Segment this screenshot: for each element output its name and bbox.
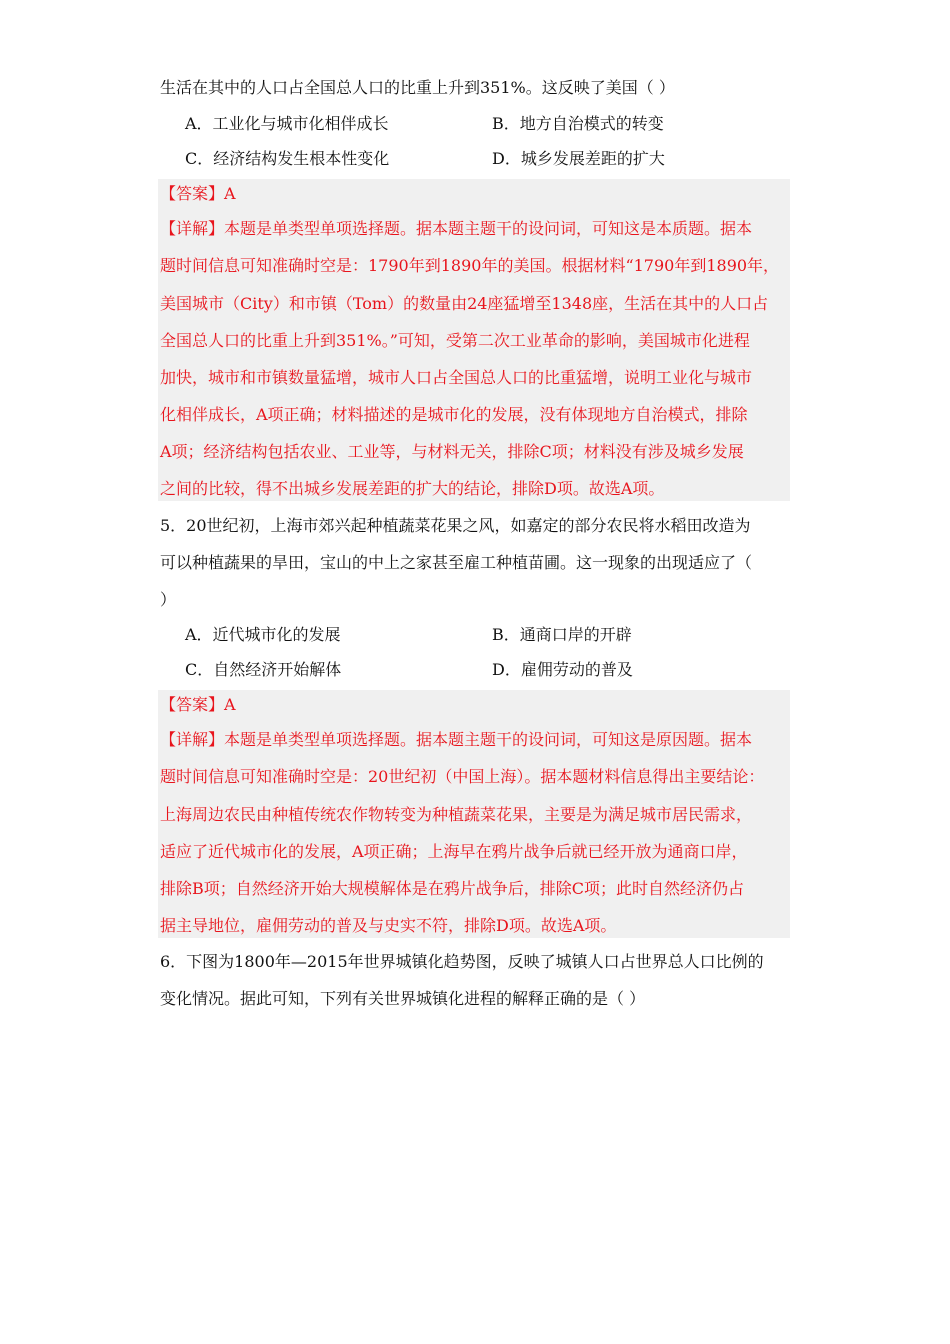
q5-explain-line: 据主导地位，雇佣劳动的普及与史实不符，排除D项。故选A项。 (160, 916, 617, 935)
q5-option-c: C．自然经济开始解体 (185, 660, 342, 679)
q4-explain-line: 题时间信息可知准确时空是：1790年到1890年的美国。根据材料“1790年到1890年， (160, 256, 780, 275)
q4-stem-tail: 生活在其中的人口占全国总人口的比重上升到351%。这反映了美国（ ） (160, 78, 675, 97)
q4-option-c: C．经济结构发生根本性变化 (185, 149, 390, 168)
q4-explain-line: 化相伴成长，A项正确；材料描述的是城市化的发展，没有体现地方自治模式，排除 (160, 405, 748, 424)
q5-explain-line: 排除B项；自然经济开始大规模解体是在鸦片战争后，排除C项；此时自然经济仍占 (160, 879, 745, 898)
q5-stem-line: 可以种植蔬果的旱田，宝山的中上之家甚至雇工种植苗圃。这一现象的出现适应了（ (160, 553, 753, 572)
q6-stem-line: 变化情况。据此可知，下列有关世界城镇化进程的解释正确的是（ ） (160, 989, 646, 1008)
q5-explain-line: 题时间信息可知准确时空是：20世纪初（中国上海）。据本题材料信息得出主要结论： (160, 767, 765, 786)
q4-answer: 【答案】A (160, 184, 236, 203)
q5-option-a: A．近代城市化的发展 (185, 625, 341, 644)
q4-option-b: B．地方自治模式的转变 (492, 114, 664, 133)
q4-option-d: D．城乡发展差距的扩大 (492, 149, 665, 168)
q4-explain-line: 全国总人口的比重上升到351%。”可知，受第二次工业革命的影响，美国城市化进程 (160, 331, 750, 350)
q4-option-a: A．工业化与城市化相伴成长 (185, 114, 389, 133)
q5-explain-line: 上海周边农民由种植传统农作物转变为种植蔬菜花果，主要是为满足城市居民需求， (160, 805, 753, 824)
q5-answer: 【答案】A (160, 695, 236, 714)
q4-explain-line: 【详解】本题是单类型单项选择题。据本题主题干的设问词，可知这是本质题。据本 (160, 219, 753, 238)
q4-answer-block (158, 179, 790, 501)
q4-explain-line: 美国城市（City）和市镇（Tom）的数量由24座猛增至1348座，生活在其中的人口占 (160, 294, 769, 313)
q4-explain-line: 加快，城市和市镇数量猛增，城市人口占全国总人口的比重猛增，说明工业化与城市 (160, 368, 753, 387)
q5-option-b: B．通商口岸的开辟 (492, 625, 632, 644)
q6-stem-line: 6．下图为1800年—2015年世界城镇化趋势图，反映了城镇人口占世界总人口比例的 (160, 952, 764, 971)
q5-option-d: D．雇佣劳动的普及 (492, 660, 633, 679)
q5-stem-line: ） (160, 590, 177, 609)
q5-answer-block (158, 690, 790, 938)
q5-explain-line: 适应了近代城市化的发展，A项正确；上海早在鸦片战争后就已经开放为通商口岸， (160, 842, 748, 861)
q4-explain-line: A项；经济结构包括农业、工业等，与材料无关，排除C项；材料没有涉及城乡发展 (160, 442, 744, 461)
q5-explain-line: 【详解】本题是单类型单项选择题。据本题主题干的设问词，可知这是原因题。据本 (160, 730, 753, 749)
q5-stem-line: 5．20世纪初，上海市郊兴起种植蔬菜花果之风，如嘉定的部分农民将水稻田改造为 (160, 516, 751, 535)
q4-explain-line: 之间的比较，得不出城乡发展差距的扩大的结论，排除D项。故选A项。 (160, 479, 665, 498)
